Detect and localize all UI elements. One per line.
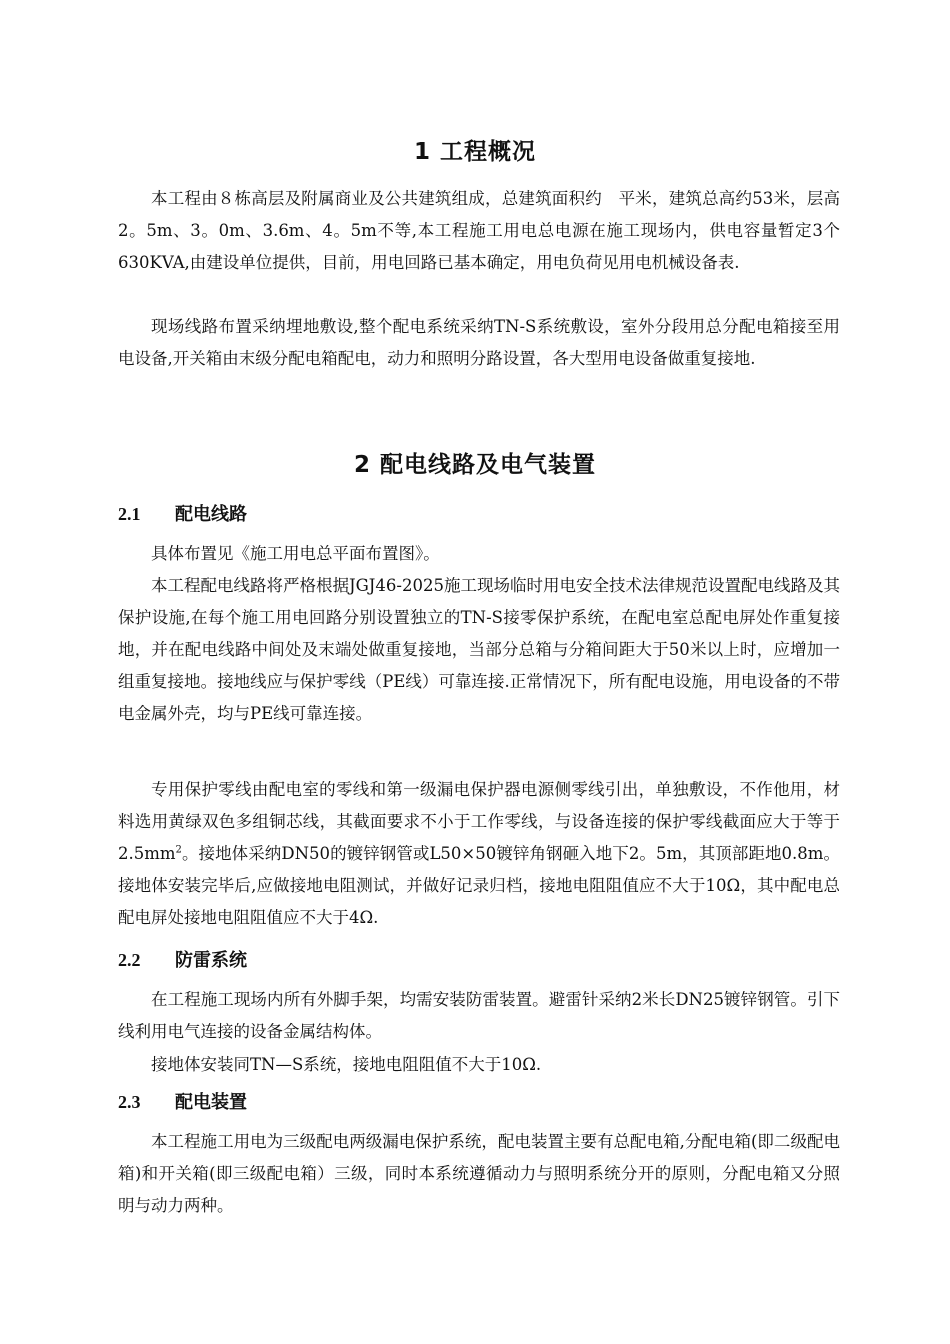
paragraph: 本工程由８栋高层及附属商业及公共建筑组成，总建筑面积约 平米，建筑总高约53米，层高2。5m、3。0m、3.6m、4。5m不等,本工程施工用电总电源在施工现场内，供电容量暂定3个630KVA,由建设单位提供，目前，用电回路已基本确定，用电负荷见用电机械设备表. (118, 189, 840, 272)
subsection-heading (118, 1089, 838, 1116)
section-heading-1: 1 工程概况 (413, 139, 536, 165)
superscript: 2 (175, 844, 182, 856)
subsection-heading (118, 947, 838, 974)
subsection-number: 2.1 (118, 504, 141, 524)
subsection-number: 2.2 (118, 950, 141, 970)
paragraph: 具体布置见《施工用电总平面布置图》。 (151, 544, 440, 563)
paragraph: 现场线路布置采纳埋地敷设,整个配电系统采纳TN-S系统敷设，室外分段用总分配电箱接至用电设备,开关箱由末级分配电箱配电，动力和照明分路设置，各大型用电设备做重复接地. (118, 317, 840, 368)
paragraph: 本工程配电线路将严格根据JGJ46-2025施工现场临时用电安全技术法律规范设置配电线路及其保护设施,在每个施工用电回路分别设置独立的TN-S接零保护系统，在配电室总配电屏处作重复接地，并在配电线路中间处及末端处做重复接地，当部分总箱与分箱间距大于50米以上时，应增加一组重复接地。接地线应与保护零线（PE线）可靠连接.正常情况下，所有配电设施，用电设备的不带电金属外壳，均与PE线可靠连接。 (118, 576, 840, 723)
paragraph: 在工程施工现场内所有外脚手架，均需安装防雷装置。避雷针采纳2米长DN25镀锌钢管。引下线利用电气连接的设备金属结构体。 (118, 990, 840, 1041)
paragraph-text: 。接地体采纳DN50的镀锌钢管或L50×50镀锌角钢砸入地下2。5m，其顶部距地0.8m。接地体安装完毕后,应做接地电阻测试，并做好记录归档，接地电阻阻值应不大于10Ω，其中配电总配电屏处接地电阻阻值应不大于4Ω. (118, 844, 840, 927)
subsection-title: 配电线路 (175, 504, 247, 525)
paragraph: 本工程施工用电为三级配电两级漏电保护系统，配电装置主要有总配电箱,分配电箱(即二级配电箱)和开关箱(即三级配电箱）三级，同时本系统遵循动力与照明系统分开的原则，分配电箱又分照明与动力两种。 (118, 1132, 840, 1215)
paragraph-text: 专用保护零线由配电室的零线和第一级漏电保护器电源侧零线引出，单独敷设，不作他用，材料选用黄绿双色多组铜芯线，其截面要求不小于工作零线，与设备连接的保护零线截面应大于等于2.5mm (118, 780, 840, 863)
paragraph (118, 774, 840, 934)
subsection-heading (118, 501, 838, 528)
subsection-title: 配电装置 (175, 1092, 247, 1113)
subsection-number: 2.3 (118, 1092, 141, 1112)
section-heading-2: 2 配电线路及电气装置 (353, 452, 596, 478)
subsection-title: 防雷系统 (175, 950, 247, 971)
paragraph: 接地体安装同TN—S系统，接地电阻阻值不大于10Ω. (151, 1055, 542, 1074)
